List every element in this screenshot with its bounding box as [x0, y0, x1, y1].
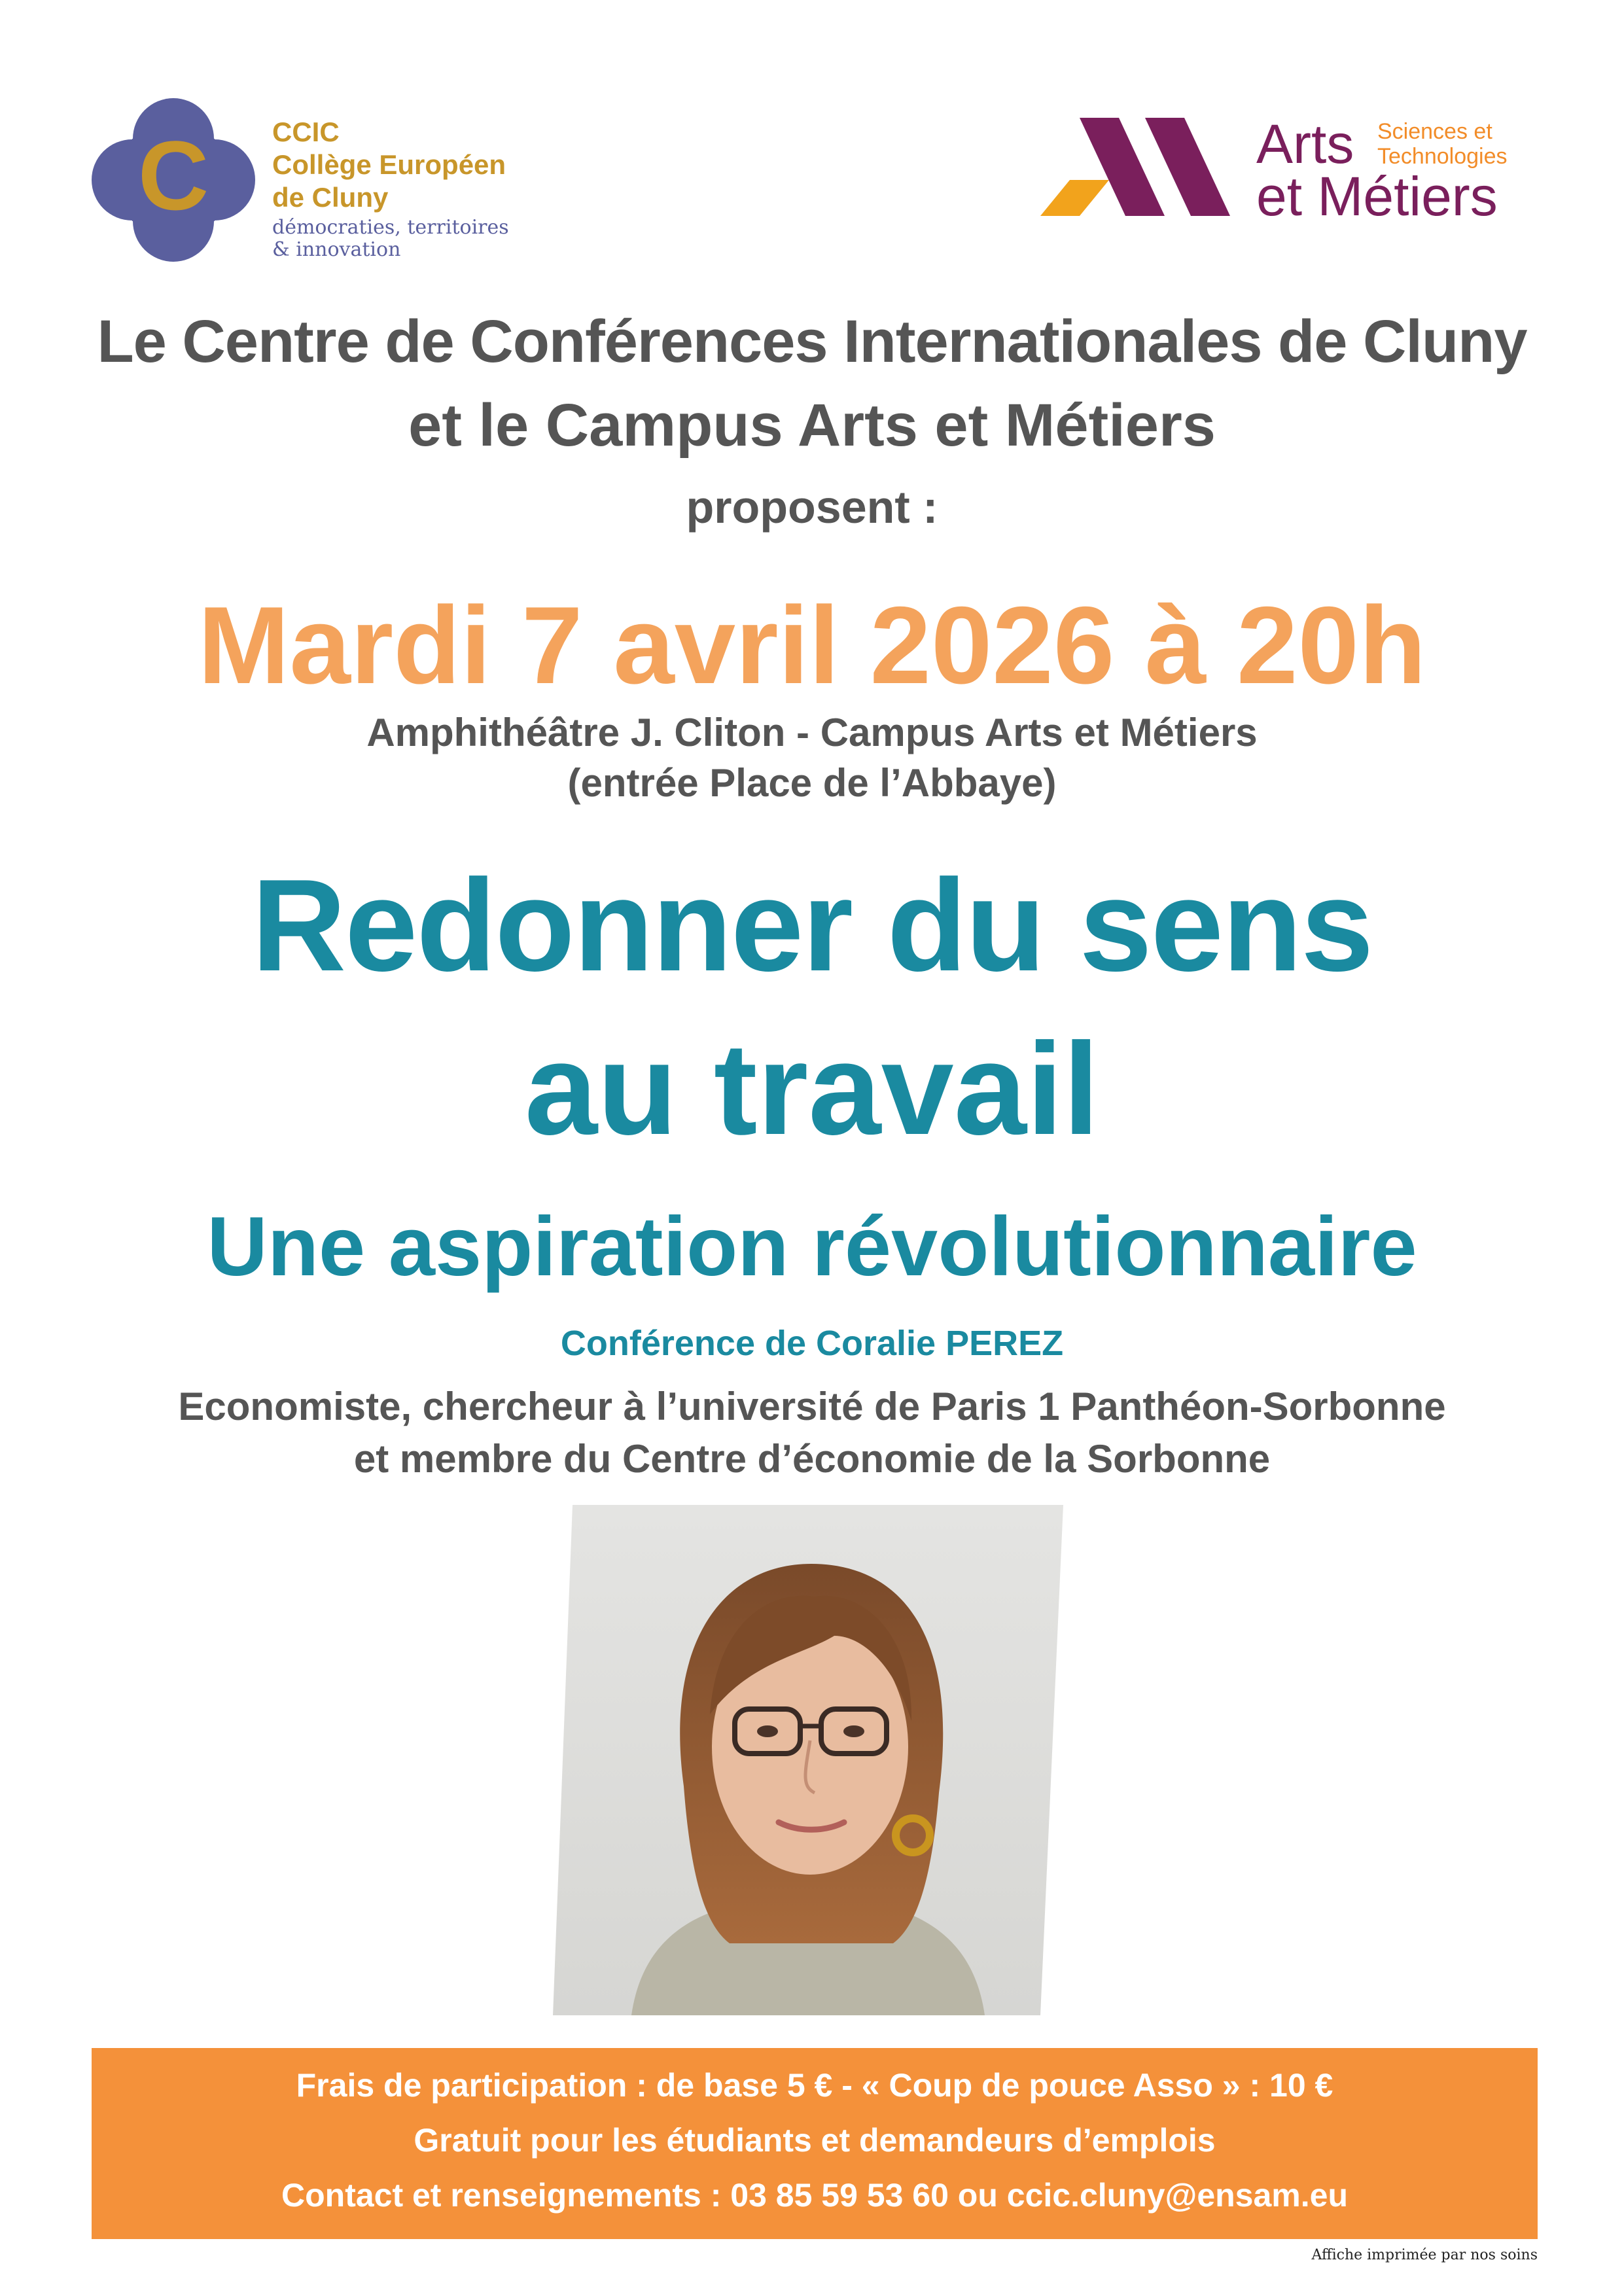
proposent-label: proposent :	[686, 482, 938, 533]
fees-line: Frais de participation : de base 5 € - « Coup de pouce Asso » : 10 €	[296, 2067, 1333, 2104]
talk-subtitle: Une aspiration révolutionnaire	[207, 1200, 1417, 1294]
info-band	[92, 2048, 1538, 2239]
arts-metiers-m-icon	[1034, 118, 1237, 216]
speaker-portrait	[553, 1505, 1063, 2015]
ccic-mark-letter: C	[137, 120, 209, 230]
venue-line1: Amphithéâtre J. Cliton - Campus Arts et Métiers	[366, 711, 1258, 754]
ccic-tagline-line1: démocraties, territoires	[272, 216, 509, 239]
arts-metiers-tag1: Sciences et	[1377, 119, 1492, 144]
organizer-line1: Le Centre de Conférences Internationales de Cluny	[97, 308, 1527, 375]
ccic-tagline-line2: & innovation	[272, 238, 401, 261]
contact-line: Contact et renseignements : 03 85 59 53 60 ou ccic.cluny@ensam.eu	[281, 2177, 1348, 2214]
event-date: Mardi 7 avril 2026 à 20h	[198, 584, 1426, 707]
ccic-logo	[92, 98, 510, 268]
ccic-name-line2: de Cluny	[272, 182, 389, 213]
venue-line2: (entrée Place de l’Abbaye)	[567, 761, 1057, 805]
affiliation-line2: et membre du Centre d’économie de la Sorbonne	[353, 1437, 1271, 1481]
free-entry-line: Gratuit pour les étudiants et demandeurs d’emplois	[414, 2122, 1216, 2159]
print-footnote: Affiche imprimée par nos soins	[1311, 2247, 1538, 2263]
arts-metiers-line1: Arts	[1256, 113, 1354, 175]
talk-title-line1: Redonner du sens	[251, 853, 1373, 998]
speaker-line: Conférence de Coralie PEREZ	[560, 1324, 1064, 1363]
ccic-acronym: CCIC	[272, 116, 340, 147]
talk-title-line2: au travail	[524, 1016, 1100, 1162]
arts-metiers-tag2: Technologies	[1377, 144, 1508, 169]
organizer-line2: et le Campus Arts et Métiers	[408, 392, 1216, 459]
arts-metiers-logo	[1034, 105, 1531, 236]
arts-metiers-line2: et Métiers	[1256, 166, 1498, 227]
affiliation-line1: Economiste, chercheur à l’université de Paris 1 Panthéon-Sorbonne	[178, 1385, 1446, 1428]
ccic-name-line1: Collège Européen	[272, 149, 506, 180]
ccic-quatrefoil-icon	[92, 98, 255, 262]
